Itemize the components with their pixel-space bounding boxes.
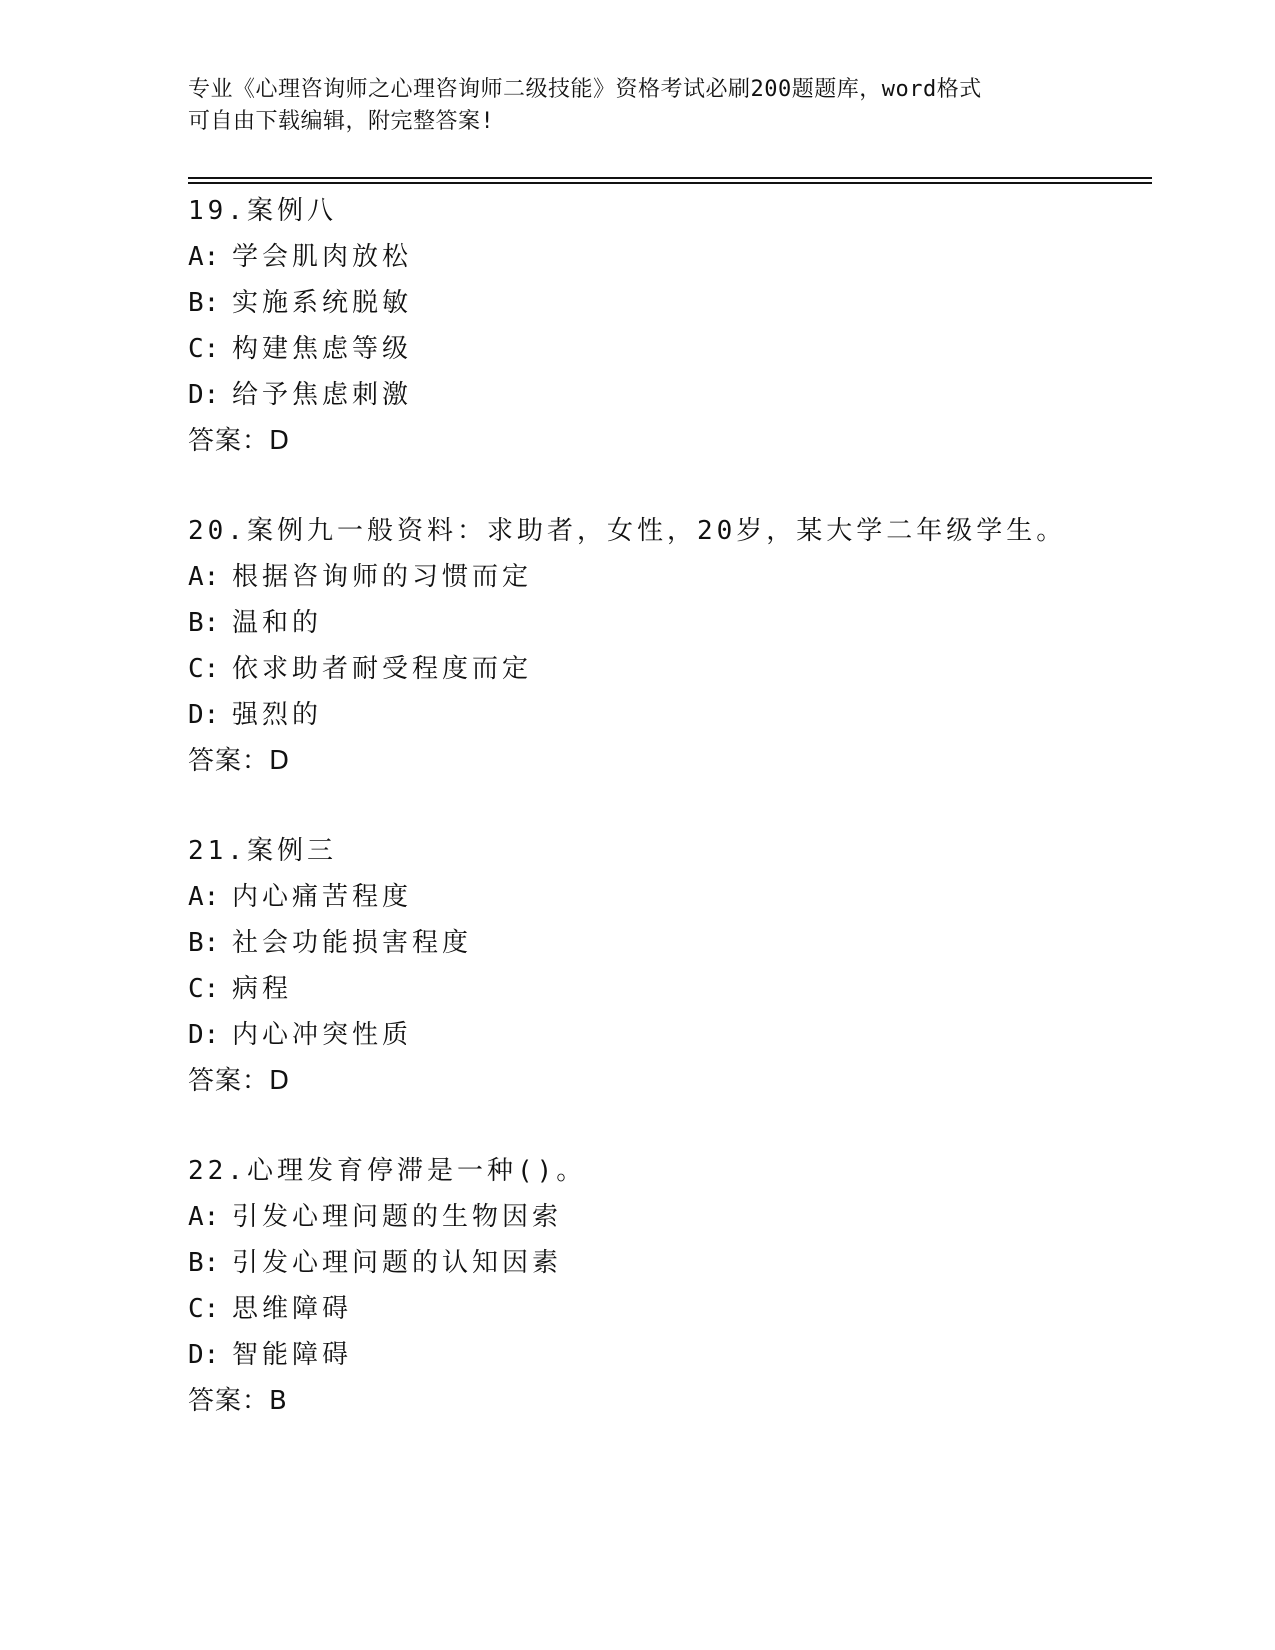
- option-text: 内心冲突性质: [232, 1020, 413, 1050]
- header-line-1: 专业《心理咨询师之心理咨询师二级技能》资格考试必刷200题题库，word格式: [188, 77, 982, 102]
- option-text: 内心痛苦程度: [232, 882, 413, 912]
- answer-line: 答案：B: [188, 1386, 288, 1416]
- answer-line: 答案：D: [188, 746, 291, 776]
- option-a: [188, 1194, 1148, 1240]
- option-text: 给予焦虑刺激: [232, 380, 413, 410]
- document-header: [188, 74, 1088, 138]
- option-text: 根据咨询师的习惯而定: [232, 562, 533, 592]
- option-d: [188, 372, 1148, 418]
- header-divider-top: [188, 177, 1152, 179]
- question-stem: 22.心理发育停滞是一种()。: [188, 1156, 587, 1186]
- option-letter: C:: [188, 654, 220, 684]
- option-letter: C:: [188, 334, 220, 364]
- option-b: [188, 1240, 1148, 1286]
- option-c: [188, 326, 1148, 372]
- option-text: 引发心理问题的生物因索: [232, 1202, 563, 1232]
- option-c: [188, 646, 1148, 692]
- option-letter: B:: [188, 928, 220, 958]
- option-letter: D:: [188, 1340, 220, 1370]
- option-d: [188, 1332, 1148, 1378]
- option-letter: D:: [188, 700, 220, 730]
- option-letter: B:: [188, 288, 220, 318]
- option-text: 构建焦虑等级: [232, 334, 413, 364]
- question-19: [188, 188, 1148, 464]
- option-text: 思维障碍: [232, 1294, 353, 1324]
- option-a: [188, 554, 1148, 600]
- option-letter: C:: [188, 1294, 220, 1324]
- answer-line: 答案：D: [188, 1066, 291, 1096]
- option-letter: A:: [188, 562, 220, 592]
- header-divider-bottom: [188, 182, 1152, 184]
- answer-line: 答案：D: [188, 426, 291, 456]
- option-a: [188, 234, 1148, 280]
- option-text: 社会功能损害程度: [232, 928, 473, 958]
- option-letter: A:: [188, 1202, 220, 1232]
- option-text: 实施系统脱敏: [232, 288, 413, 318]
- option-letter: D:: [188, 1020, 220, 1050]
- option-letter: D:: [188, 380, 220, 410]
- option-b: [188, 920, 1148, 966]
- question-20: [188, 508, 1148, 784]
- option-c: [188, 966, 1148, 1012]
- option-text: 病程: [232, 974, 293, 1004]
- option-d: [188, 1012, 1148, 1058]
- option-a: [188, 874, 1148, 920]
- header-line-2: 可自由下载编辑，附完整答案!: [188, 109, 495, 134]
- option-b: [188, 600, 1148, 646]
- option-text: 依求助者耐受程度而定: [232, 654, 533, 684]
- option-letter: B:: [188, 608, 220, 638]
- question-stem: 20.案例九一般资料：求助者，女性，20岁，某大学二年级学生。: [188, 516, 1067, 546]
- option-text: 智能障碍: [232, 1340, 353, 1370]
- option-d: [188, 692, 1148, 738]
- option-text: 温和的: [232, 608, 323, 638]
- option-letter: B:: [188, 1248, 220, 1278]
- option-letter: A:: [188, 882, 220, 912]
- question-22: [188, 1148, 1148, 1424]
- option-b: [188, 280, 1148, 326]
- question-stem: 19.案例八: [188, 196, 337, 226]
- question-21: [188, 828, 1148, 1104]
- option-text: 学会肌肉放松: [232, 242, 413, 272]
- option-c: [188, 1286, 1148, 1332]
- question-list: [188, 188, 1148, 1468]
- option-letter: C:: [188, 974, 220, 1004]
- option-text: 强烈的: [232, 700, 323, 730]
- option-letter: A:: [188, 242, 220, 272]
- question-stem: 21.案例三: [188, 836, 337, 866]
- option-text: 引发心理问题的认知因素: [232, 1248, 563, 1278]
